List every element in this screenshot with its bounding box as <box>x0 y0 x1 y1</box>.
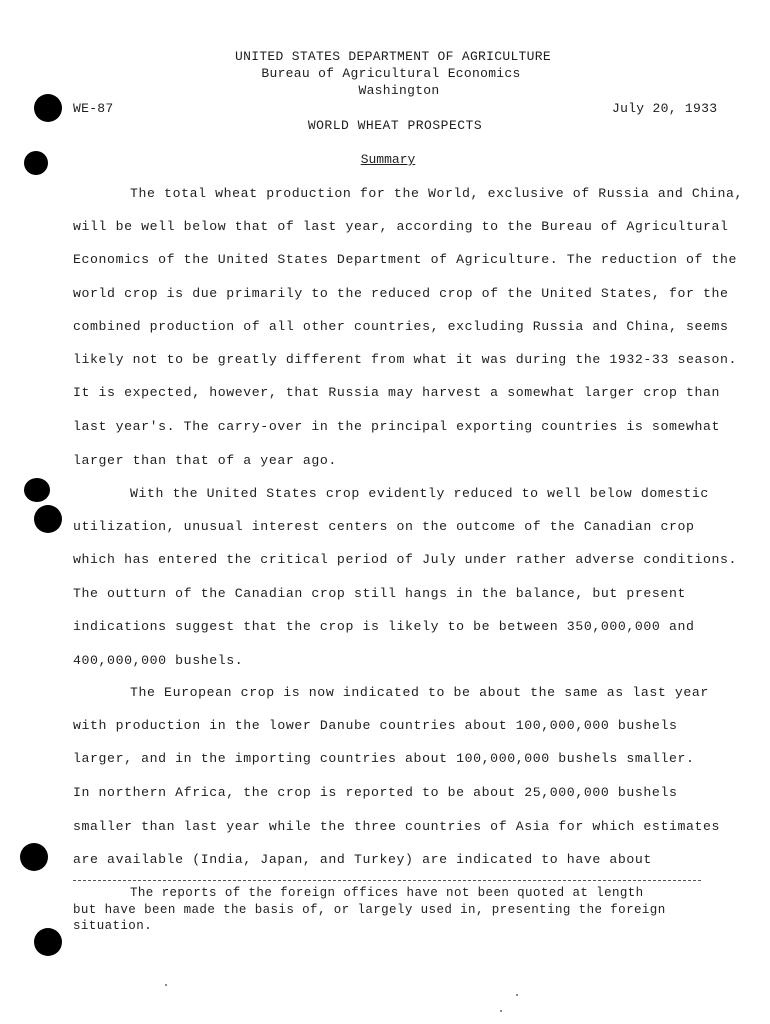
body-line: larger, and in the importing countries about 100,000,000 bushels smaller. <box>73 751 695 766</box>
agency-heading: UNITED STATES DEPARTMENT OF AGRICULTURE <box>235 49 551 64</box>
section-heading: Summary <box>360 152 416 167</box>
body-line: In northern Africa, the crop is reported to be about 25,000,000 bushels <box>73 785 678 800</box>
body-line: smaller than last year while the three countries of Asia for which estimates <box>73 819 721 834</box>
scan-speck <box>500 1010 502 1012</box>
body-line: Economics of the United States Department of Agriculture. The reduction of the <box>73 252 738 267</box>
footnote-line: The reports of the foreign offices have not been quoted at length <box>130 886 644 900</box>
scan-speck <box>165 984 167 986</box>
body-line: The total wheat production for the World, exclusive of Russia and China, <box>130 186 743 201</box>
punch-hole <box>20 843 48 871</box>
bureau-heading: Bureau of Agricultural Economics <box>261 66 521 81</box>
body-line: with production in the lower Danube countries about 100,000,000 bushels <box>73 718 678 733</box>
footnote-rule <box>73 880 701 881</box>
body-line: The European crop is now indicated to be about the same as last year <box>130 685 709 700</box>
body-line: last year's. The carry-over in the principal exporting countries is somewhat <box>73 419 721 434</box>
body-line: which has entered the critical period of July under rather adverse conditions. <box>73 552 738 567</box>
body-line: larger than that of a year ago. <box>73 453 337 468</box>
body-line: indications suggest that the crop is likely to be between 350,000,000 and <box>73 619 695 634</box>
body-line: 400,000,000 bushels. <box>73 653 244 668</box>
document-id: WE-87 <box>73 101 114 116</box>
body-line: utilization, unusual interest centers on the outcome of the Canadian crop <box>73 519 695 534</box>
body-line: world crop is due primarily to the reduced crop of the United States, for the <box>73 286 729 301</box>
body-line: are available (India, Japan, and Turkey) are indicated to have about <box>73 852 652 867</box>
footnote-line: but have been made the basis of, or largely used in, presenting the foreign <box>73 903 666 917</box>
body-line: It is expected, however, that Russia may harvest a somewhat larger crop than <box>73 385 721 400</box>
scan-speck <box>516 994 518 996</box>
document-title: WORLD WHEAT PROSPECTS <box>307 118 483 133</box>
body-line: With the United States crop evidently reduced to well below domestic <box>130 486 709 501</box>
punch-hole <box>24 478 50 502</box>
body-line: will be well below that of last year, according to the Bureau of Agricultural <box>73 219 729 234</box>
body-line: likely not to be greatly different from what it was during the 1932-33 season. <box>73 352 738 367</box>
punch-hole <box>34 505 62 533</box>
punch-hole <box>34 928 62 956</box>
footnote-line: situation. <box>73 919 153 933</box>
body-line: combined production of all other countries, excluding Russia and China, seems <box>73 319 729 334</box>
city-heading: Washington <box>358 83 440 98</box>
document-date: July 20, 1933 <box>612 101 718 116</box>
body-line: The outturn of the Canadian crop still hangs in the balance, but present <box>73 586 686 601</box>
